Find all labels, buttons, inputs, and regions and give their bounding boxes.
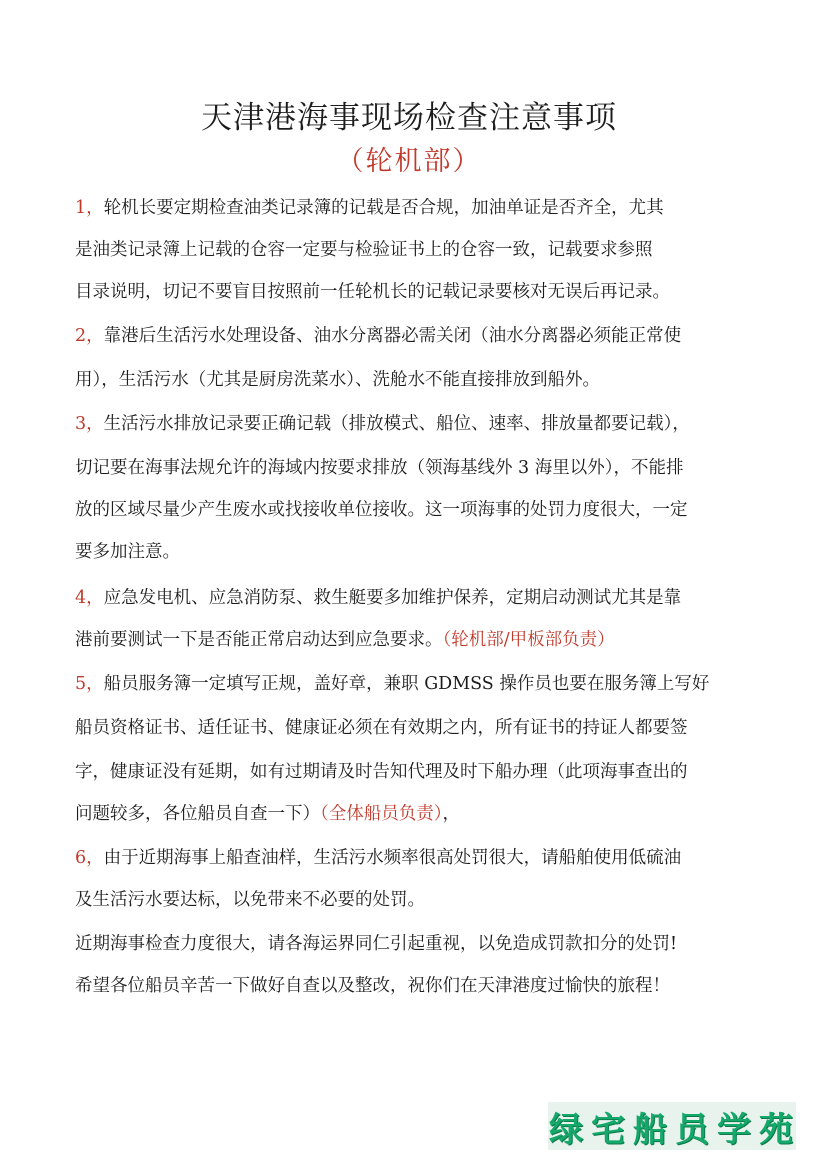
closing-line-2: 希望各位船员辛苦一下做好自查以及整改，祝你们在天津港度过愉快的旅程！ (75, 976, 670, 996)
item-2-text-1: 靠港后生活污水处理设备、油水分离器必需关闭（油水分离器必须能正常使 (103, 326, 682, 346)
watermark-char-6: 苑 (759, 1109, 795, 1150)
item-2-line-1 (75, 316, 755, 356)
watermark-char-2: 宅 (591, 1109, 627, 1150)
watermark-char-5: 学 (717, 1109, 753, 1150)
item-3-line-2: 切记要在海事法规允许的海域内按要求排放（领海基线外 3 海里以外），不能排 (75, 458, 684, 478)
item-3-line-4: 要多加注意。 (75, 542, 180, 562)
item-1-line-3: 目录说明，切记不要盲目按照前一任轮机长的记载记录要核对无误后再记录。 (75, 282, 670, 302)
item-2-number: 2， (75, 326, 104, 346)
item-5-number: 5， (75, 674, 104, 694)
watermark-char-3: 船 (633, 1109, 669, 1150)
item-5-responsibility: （全体船员负责） (320, 804, 443, 824)
item-5-text-1: 船员服务簿一定填写正规，盖好章，兼职 GDMSS 操作员也要在服务簿上写好 (103, 674, 710, 694)
item-5-line-2: 船员资格证书、适任证书、健康证必须在有效期之内，所有证书的持证人都要签 (75, 718, 688, 738)
item-6-text-1: 由于近期海事上船查油样，生活污水频率很高处罚很大，请船舶使用低硫油 (103, 848, 682, 868)
item-5-line-1 (75, 664, 755, 704)
item-5-text-4: 问题较多，各位船员自查一下） (75, 804, 320, 824)
item-2-line-2: 用），生活污水（尤其是厨房洗菜水）、洗舱水不能直接排放到船外。 (75, 370, 600, 390)
item-5-text-4-end: ， (442, 804, 460, 824)
item-1-line-1 (75, 188, 755, 228)
item-5-line-3: 字，健康证没有延期，如有过期请及时告知代理及时下船办理（此项海事查出的 (75, 762, 688, 782)
item-4-line-2 (75, 620, 755, 660)
page-title: 天津港海事现场检查注意事项 (201, 100, 617, 136)
item-6-line-1 (75, 838, 755, 878)
item-4-line-1 (75, 578, 755, 618)
item-3-line-3: 放的区域尽量少产生废水或找接收单位接收。这一项海事的处罚力度很大，一定 (75, 500, 688, 520)
item-4-number: 4， (75, 588, 104, 608)
item-4-responsibility: （轮机部/甲板部负责） (442, 630, 615, 650)
watermark-char-4: 员 (675, 1109, 711, 1150)
item-1-line-2: 是油类记录簿上记载的仓容一定要与检验证书上的仓容一致，记载要求参照 (75, 240, 653, 260)
item-6-number: 6， (75, 848, 104, 868)
item-3-number: 3， (75, 414, 104, 434)
item-5-line-4 (75, 794, 755, 834)
item-3-text-1: 生活污水排放记录要正确记载（排放模式、船位、速率、排放量都要记载）， (103, 414, 690, 434)
item-3-line-1 (75, 404, 755, 444)
closing-line-1: 近期海事检查力度很大，请各海运界同仁引起重视，以免造成罚款扣分的处罚! (75, 934, 678, 954)
item-4-text-2: 港前要测试一下是否能正常启动达到应急要求。 (75, 630, 443, 650)
watermark-logo (548, 1102, 796, 1150)
page-subtitle: （轮机部） (336, 146, 482, 177)
item-1-text-1: 轮机长要定期检查油类记录簿的记载是否合规，加油单证是否齐全，尤其 (103, 198, 664, 218)
item-1-number: 1， (75, 198, 104, 218)
watermark-char-1: 绿 (549, 1109, 585, 1150)
item-6-line-2: 及生活污水要达标，以免带来不必要的处罚。 (75, 890, 425, 910)
item-4-text-1: 应急发电机、应急消防泵、救生艇要多加维护保养，定期启动测试尤其是靠 (103, 588, 682, 608)
